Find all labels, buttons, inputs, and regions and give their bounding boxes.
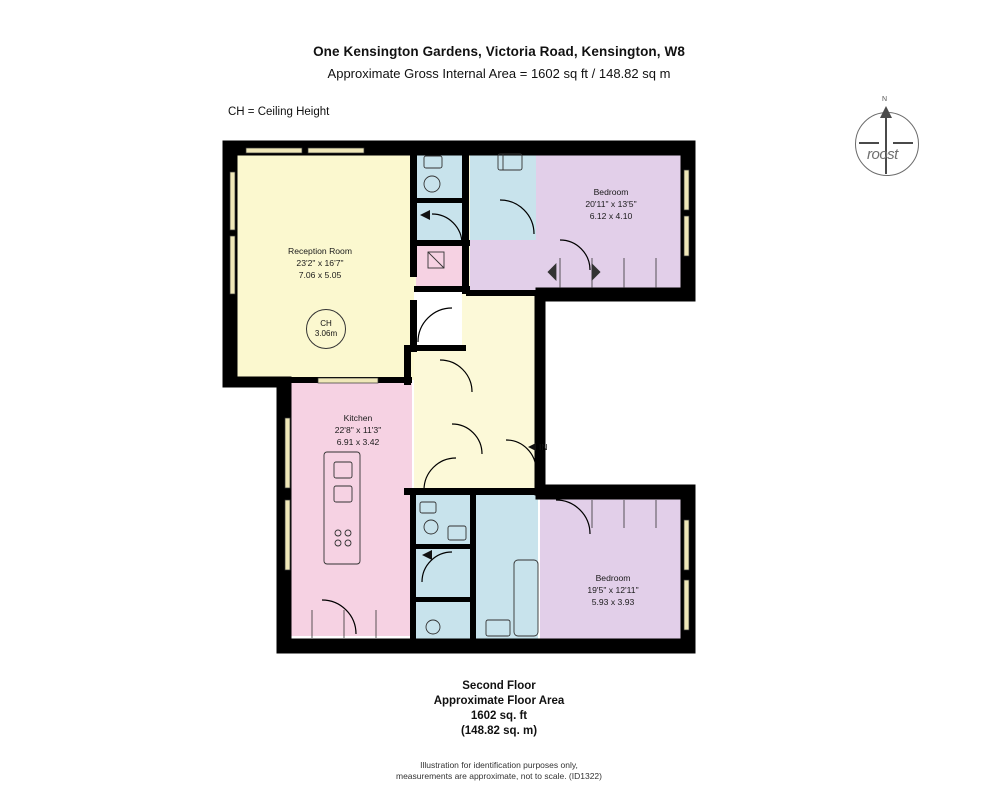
ceiling-height-value: 3.06m: [314, 329, 338, 338]
entrance-label: IN: [539, 442, 548, 452]
wall-reception-right-lower: [410, 300, 417, 352]
room-dim-imperial: 20'11" x 13'5": [585, 198, 637, 209]
ceiling-height-label: CH: [320, 319, 332, 328]
bathroom-bottom-left-fill: [414, 494, 472, 642]
room-dim-imperial: 23'2" x 16'7": [296, 257, 344, 268]
room-label-bedroom-2: [558, 573, 668, 609]
wall-notch-bottom: [536, 490, 690, 499]
disclaimer-line-2: measurements are approximate, not to scale. (ID1322): [396, 771, 602, 782]
window-reception-left-1: [230, 172, 235, 230]
window-bedroom1-right-1: [684, 170, 689, 210]
wall-reception-right: [410, 152, 417, 277]
wall-bath-bottom-split: [414, 544, 470, 549]
hallway-fill-3: [414, 345, 536, 493]
disclaimer-block: [0, 760, 998, 783]
ceiling-height-legend: CH = Ceiling Height: [228, 106, 330, 118]
room-name: Kitchen: [343, 413, 373, 423]
wall-bath-bottom-split2: [414, 597, 470, 602]
floor-area-label: Approximate Floor Area: [433, 695, 565, 707]
room-dim-metric: 5.93 x 3.93: [591, 596, 635, 607]
room-dim-metric: 7.06 x 5.05: [298, 269, 342, 280]
wall-bath-bottom-div: [470, 494, 476, 642]
floor-name: Second Floor: [462, 680, 536, 692]
wall-bed1-bottom: [466, 290, 540, 296]
window-kitchen-left-2: [285, 500, 290, 570]
footer-block: [0, 680, 998, 737]
compass-north-label: N: [882, 96, 888, 103]
room-dim-metric: 6.91 x 3.42: [336, 436, 380, 447]
entrance-marker: [528, 442, 548, 452]
room-label-bedroom-1: [556, 187, 666, 223]
wall-wc-bottom: [414, 286, 470, 292]
floor-area-metric: (148.82 sq. m): [460, 725, 538, 737]
wall-notch-vertical: [536, 288, 545, 494]
entrance-arrow-icon: [528, 443, 536, 451]
window-bedroom2-right-2: [684, 580, 689, 630]
window-kitchen-left-1: [285, 418, 290, 488]
room-dim-metric: 6.12 x 4.10: [589, 210, 633, 221]
wall-notch-top: [536, 288, 690, 297]
brand-wordmark: roost: [867, 146, 898, 163]
room-name: Reception Room: [287, 246, 352, 256]
room-dim-imperial: 22'8" x 11'3": [334, 424, 382, 435]
wall-hall-mid: [404, 345, 466, 351]
room-dim-imperial: 19'5" x 12'11": [587, 584, 639, 595]
wall-bath-top-split: [416, 198, 466, 203]
room-name: Bedroom: [593, 187, 629, 197]
window-reception-bottom: [318, 378, 378, 383]
ceiling-height-badge: [306, 309, 346, 349]
window-reception-top-2: [308, 148, 364, 153]
disclaimer-line-1: Illustration for identification purposes only,: [420, 760, 578, 770]
window-bedroom2-right-1: [684, 520, 689, 570]
room-name: Bedroom: [595, 573, 631, 583]
wall-wc-right: [462, 244, 469, 294]
wall-bottom: [282, 639, 690, 648]
room-label-kitchen: [303, 413, 413, 449]
floor-area-imperial: 1602 sq. ft: [470, 710, 528, 722]
window-reception-top: [246, 148, 302, 153]
wall-reception-bottom: [228, 377, 290, 386]
page-title: One Kensington Gardens, Victoria Road, Kensington, W8: [313, 44, 685, 59]
page-subtitle: Approximate Gross Internal Area = 1602 sq ft / 148.82 sq m: [327, 66, 671, 81]
bedroom-2-fill: [540, 496, 690, 644]
door-swing-hall-reception: [418, 308, 452, 342]
bedroom-1-passage-fill: [470, 240, 536, 292]
window-bedroom1-right-2: [684, 216, 689, 256]
window-reception-left-2: [230, 236, 235, 294]
room-label-reception: [265, 246, 375, 282]
wall-bath-bottom-left: [410, 494, 416, 642]
